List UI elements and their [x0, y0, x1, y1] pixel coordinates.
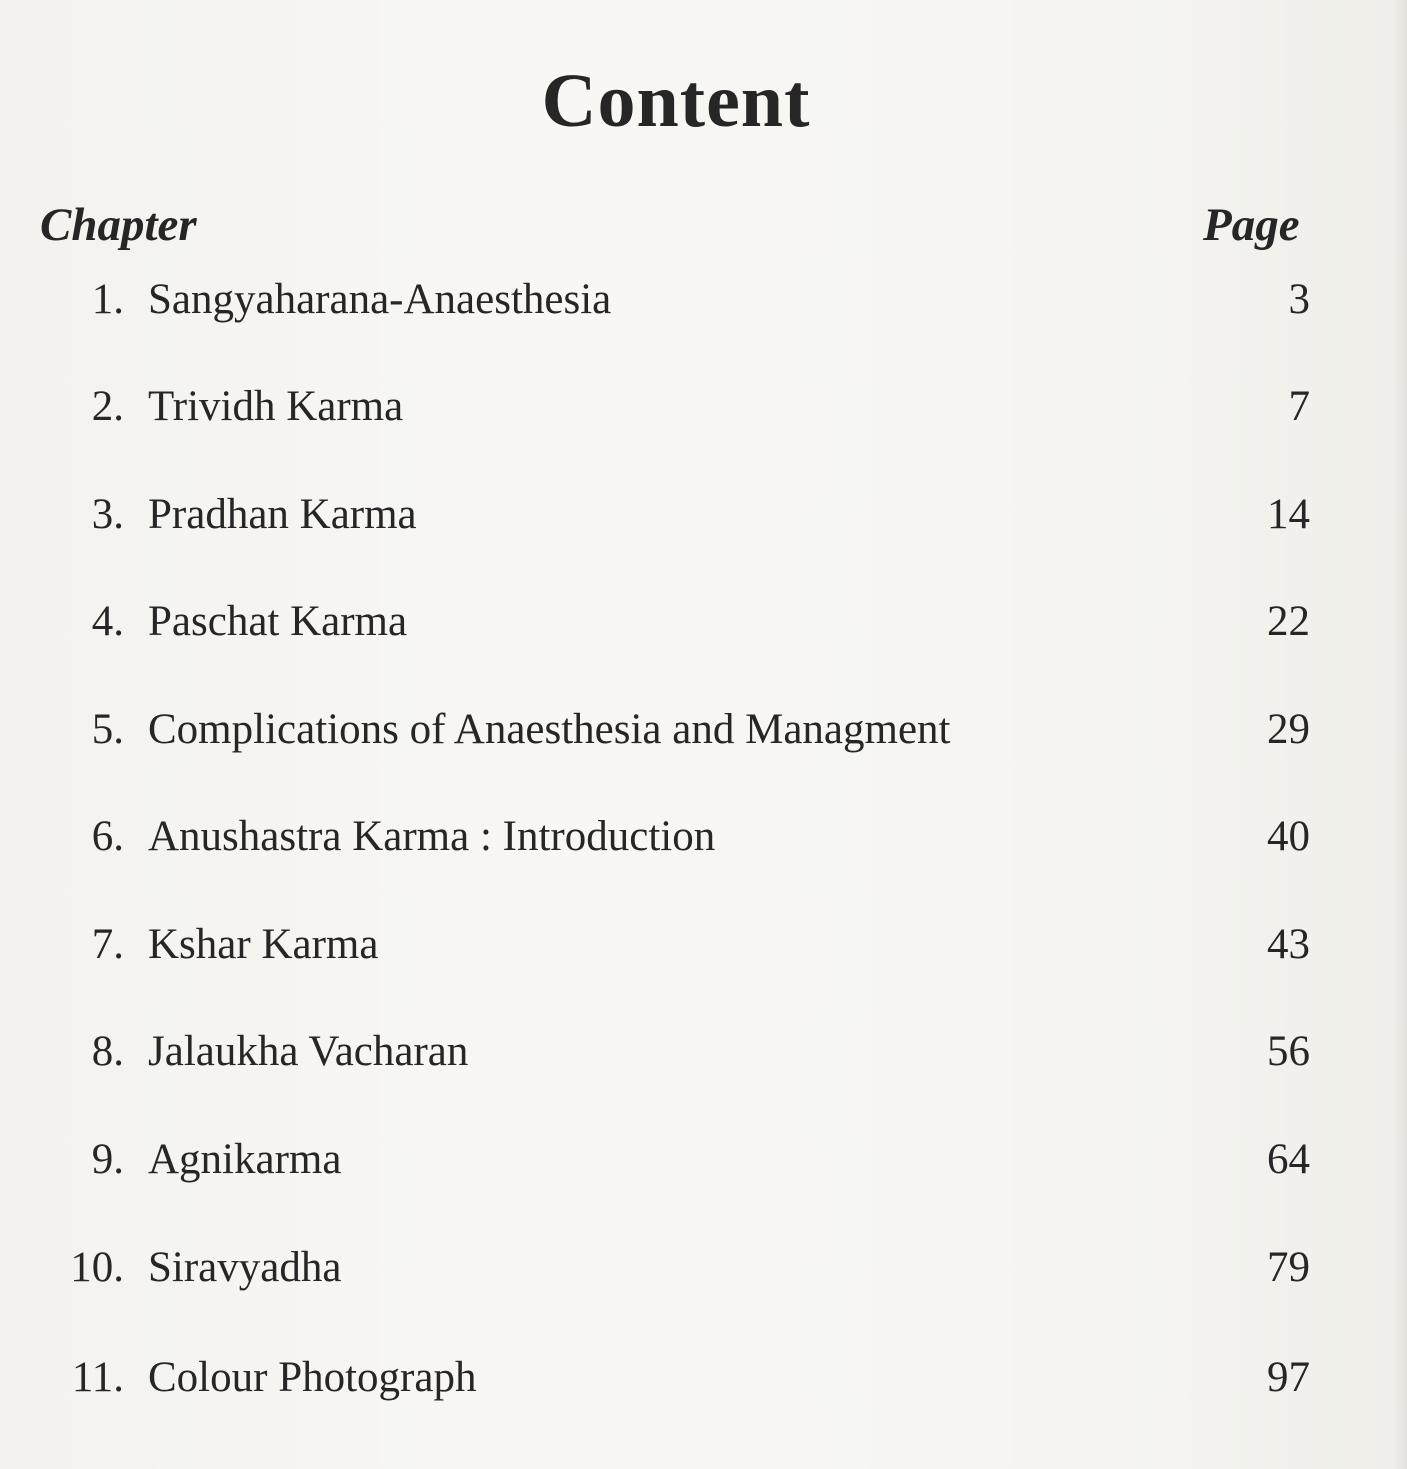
toc-entry	[0, 915, 1407, 975]
toc-entry-title: Trividh Karma	[148, 383, 404, 430]
toc-entry-page: 56	[1267, 1028, 1310, 1075]
toc-entry-title: Pradhan Karma	[148, 491, 417, 538]
toc-entry-page: 43	[1267, 921, 1310, 968]
toc-entry	[0, 1238, 1407, 1298]
toc-entry-title: Sangyaharana-Anaesthesia	[148, 276, 612, 323]
page-title: Content	[541, 59, 811, 143]
scan-edge-shadow	[1393, 0, 1407, 1469]
toc-entry-number: 4.	[91, 598, 124, 645]
toc-entry	[0, 592, 1407, 652]
toc-entry	[0, 377, 1407, 437]
toc-entry	[0, 1130, 1407, 1190]
toc-entry-title: Anushastra Karma : Introduction	[148, 813, 716, 860]
toc-entry-number: 5.	[91, 706, 124, 753]
toc-entry-page: 14	[1267, 491, 1310, 538]
toc-entry-title: Complications of Anaesthesia and Managment	[148, 706, 951, 753]
toc-entry	[0, 270, 1407, 330]
toc-entry-page: 64	[1267, 1136, 1310, 1183]
chapter-column-header: Chapter	[40, 199, 197, 251]
toc-entry	[0, 1022, 1407, 1082]
toc-entry-number: 6.	[91, 813, 124, 860]
toc-entry-page: 3	[1288, 276, 1310, 323]
toc-entry-number: 1.	[91, 276, 124, 323]
toc-entry	[0, 485, 1407, 545]
toc-entry-title: Paschat Karma	[148, 598, 408, 645]
toc-entry-page: 22	[1267, 598, 1310, 645]
toc-entry-number: 3.	[91, 491, 124, 538]
toc-entry-title: Siravyadha	[148, 1244, 342, 1291]
toc-entry	[0, 807, 1407, 867]
toc-entry-number: 7.	[91, 921, 124, 968]
toc-entry-page: 40	[1267, 813, 1310, 860]
toc-entry-number: 9.	[91, 1136, 124, 1183]
toc-entry	[0, 700, 1407, 760]
toc-entry-title: Colour Photograph	[148, 1354, 477, 1401]
toc-entry-title: Kshar Karma	[148, 921, 379, 968]
page-column-header: Page	[1203, 199, 1300, 251]
toc-entry-page: 29	[1267, 706, 1310, 753]
toc-entry	[0, 1348, 1407, 1408]
toc-entry-number: 11.	[71, 1354, 124, 1401]
toc-entry-title: Agnikarma	[148, 1136, 342, 1183]
toc-entry-number: 10.	[70, 1244, 124, 1291]
toc-entry-page: 79	[1267, 1244, 1310, 1291]
toc-entry-page: 7	[1288, 383, 1310, 430]
toc-entry-number: 8.	[91, 1028, 124, 1075]
toc-entry-page: 97	[1267, 1354, 1310, 1401]
toc-entry-title: Jalaukha Vacharan	[148, 1028, 469, 1075]
toc-entry-number: 2.	[91, 383, 124, 430]
